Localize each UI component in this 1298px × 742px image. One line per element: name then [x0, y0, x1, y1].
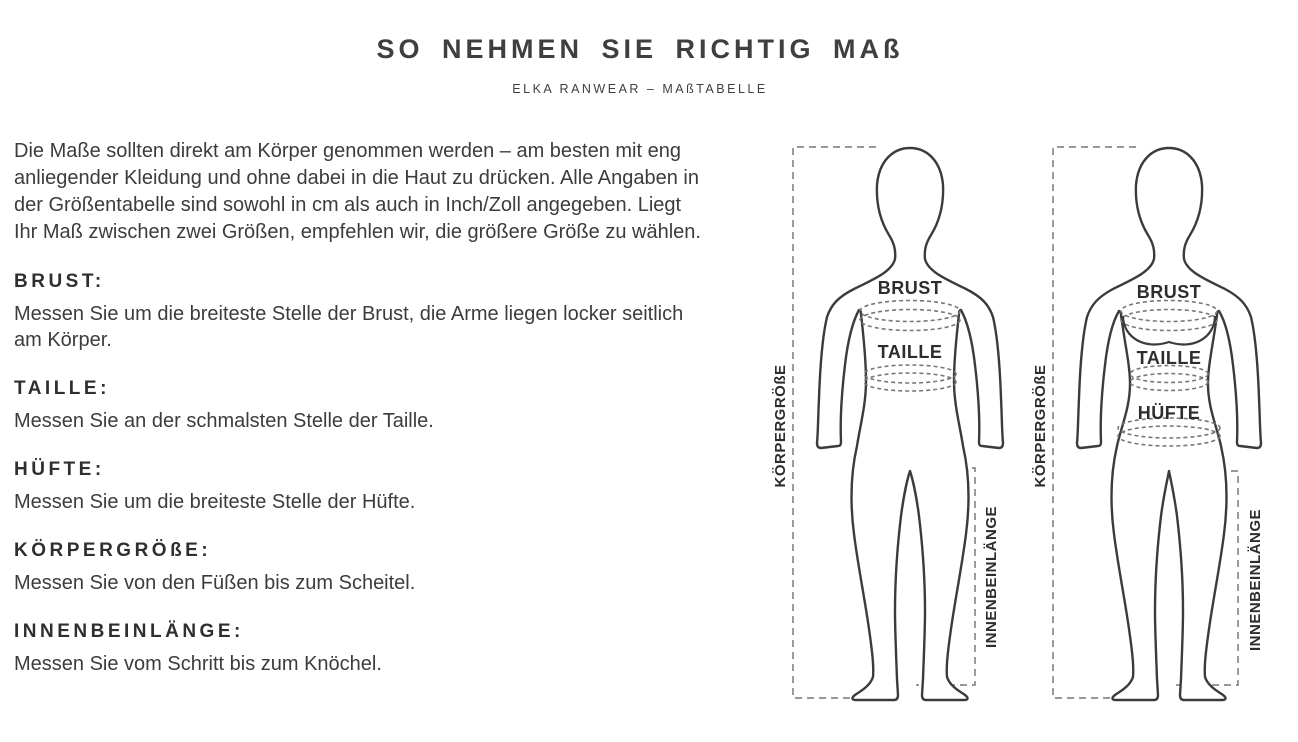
section-line: Messen Sie von den Füßen bis zum Scheitel. [14, 572, 416, 594]
section-heading: BRUST: [14, 271, 105, 292]
section-heading: TAILLE: [14, 378, 110, 399]
section-text [14, 570, 746, 596]
section-text [14, 301, 746, 353]
section-huefte [14, 459, 746, 515]
measuring-instructions [14, 138, 746, 677]
body-silhouette [817, 148, 1003, 700]
page-subtitle: ELKA RANWEAR – MAßTABELLE [512, 82, 768, 96]
inseam-label: INNENBEINLÄNGE [983, 506, 1000, 649]
section-heading: HÜFTE: [14, 459, 105, 480]
section-line: Messen Sie um die breiteste Stelle der Brust, die Arme liegen locker seitlich [14, 303, 684, 325]
chest-label: BRUST [1136, 282, 1202, 302]
section-text [14, 651, 746, 677]
intro-line: Ihr Maß zwischen zwei Größen, empfehlen wir, die größere Größe zu wählen. [14, 221, 701, 243]
section-text [14, 489, 746, 515]
section-heading: INNENBEINLÄNGE: [14, 621, 244, 642]
hip-label: HÜFTE [1137, 403, 1201, 423]
body-silhouette [1077, 148, 1261, 700]
section-line: Messen Sie vom Schritt bis zum Knöchel. [14, 653, 382, 675]
section-taille [14, 378, 746, 434]
height-label: KÖRPERGRÖßE [1032, 364, 1049, 488]
intro-paragraph [14, 138, 746, 246]
header [0, 34, 1280, 96]
chest-label: BRUST [877, 278, 943, 298]
intro-line: Die Maße sollten direkt am Körper genommen werden – am besten mit eng [14, 140, 681, 162]
intro-line: der Größentabelle sind sowohl in cm als auch in Inch/Zoll angegeben. Liegt [14, 194, 682, 216]
section-heading: KÖRPERGRÖßE: [14, 540, 212, 561]
inseam-label: INNENBEINLÄNGE [1247, 509, 1264, 652]
intro-line: anliegender Kleidung und ohne dabei in die Haut zu drücken. Alle Angaben in [14, 167, 699, 189]
section-line: Messen Sie an der schmalsten Stelle der Taille. [14, 410, 434, 432]
female-figure-diagram [1020, 140, 1292, 725]
page-title: SO NEHMEN SIE RICHTIG MAß [376, 34, 904, 64]
section-text [14, 408, 746, 434]
section-koerpergroesse [14, 540, 746, 596]
section-innenbeinlaenge [14, 621, 746, 677]
section-line: Messen Sie um die breiteste Stelle der Hüfte. [14, 491, 416, 513]
waist-label: TAILLE [1136, 348, 1202, 368]
male-figure-diagram [758, 140, 1030, 725]
section-line: am Körper. [14, 329, 112, 351]
waist-label: TAILLE [877, 342, 943, 362]
section-brust [14, 271, 746, 353]
height-label: KÖRPERGRÖßE [772, 364, 789, 488]
